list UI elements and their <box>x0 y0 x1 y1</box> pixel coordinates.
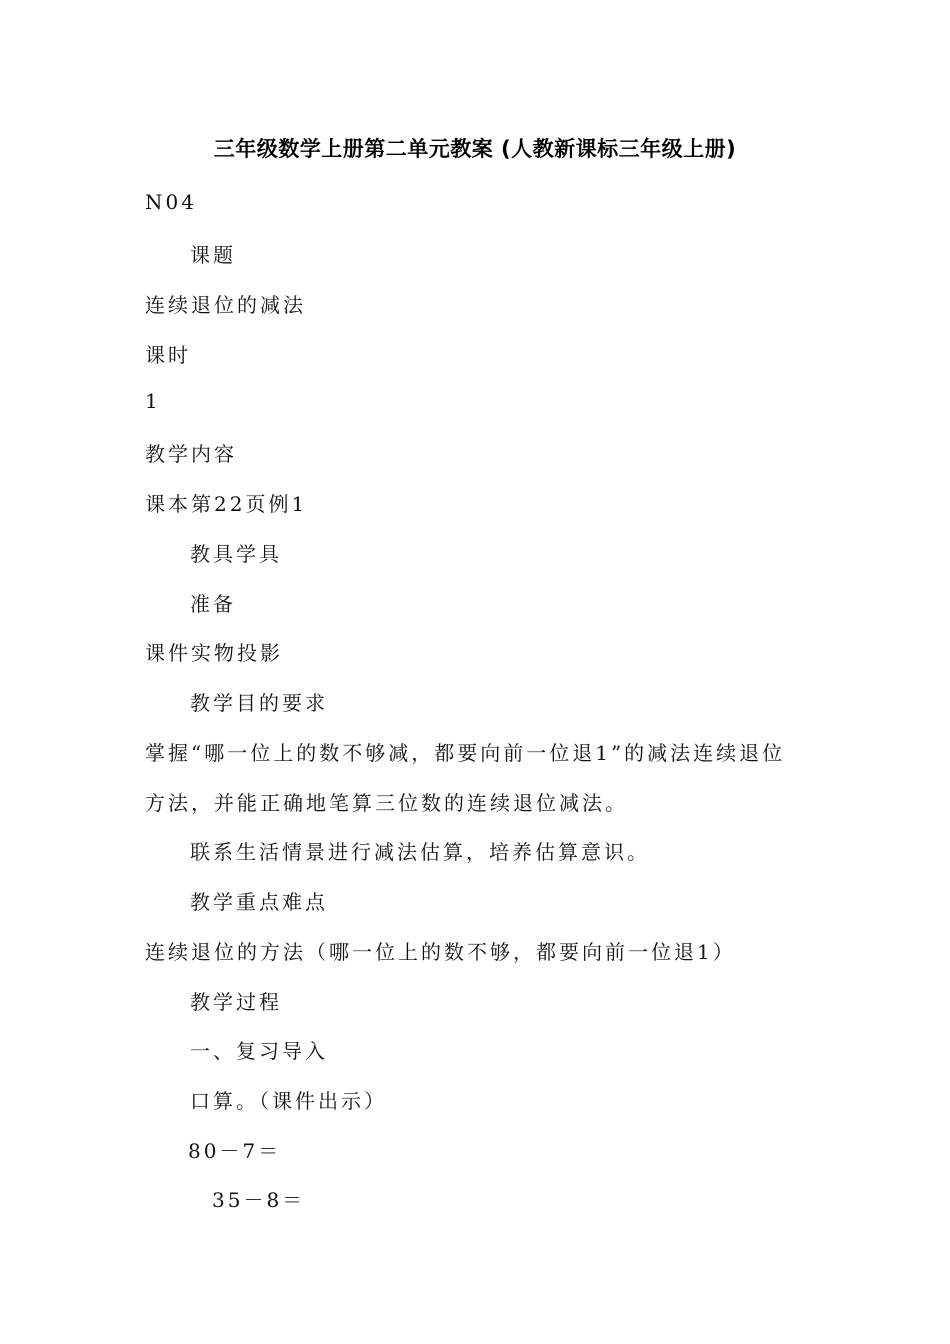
objective-line-1: 掌握“哪一位上的数不够减，都要向前一位退1”的减法连续退位 <box>145 741 786 765</box>
key-points-value: 连续退位的方法（哪一位上的数不够，都要向前一位退1） <box>145 940 736 964</box>
mental-math-instruction: 口算。（课件出示） <box>190 1089 387 1113</box>
exercise-1: 80－7＝ <box>188 1139 282 1163</box>
materials-value: 课件实物投影 <box>145 641 283 665</box>
topic-value: 连续退位的减法 <box>145 293 306 317</box>
label-key-points: 教学重点难点 <box>190 890 328 914</box>
periods-value: 1 <box>145 389 161 413</box>
objective-line-3: 联系生活情景进行减法估算，培养估算意识。 <box>190 840 650 864</box>
document-title: 三年级数学上册第二单元教案 (人教新课标三年级上册) <box>213 137 737 161</box>
lesson-number: N04 <box>145 190 197 214</box>
label-content: 教学内容 <box>145 442 237 466</box>
section-review-heading: 一、复习导入 <box>190 1039 328 1063</box>
exercise-2: 35－8＝ <box>212 1188 306 1212</box>
objective-line-2: 方法，并能正确地笔算三位数的连续退位减法。 <box>145 791 628 815</box>
label-objectives: 教学目的要求 <box>190 691 328 715</box>
label-periods: 课时 <box>145 343 191 367</box>
label-process: 教学过程 <box>190 990 282 1014</box>
label-topic: 课题 <box>190 243 236 267</box>
label-preparation: 准备 <box>190 592 236 616</box>
label-materials: 教具学具 <box>190 542 282 566</box>
content-value: 课本第22页例1 <box>145 492 308 516</box>
